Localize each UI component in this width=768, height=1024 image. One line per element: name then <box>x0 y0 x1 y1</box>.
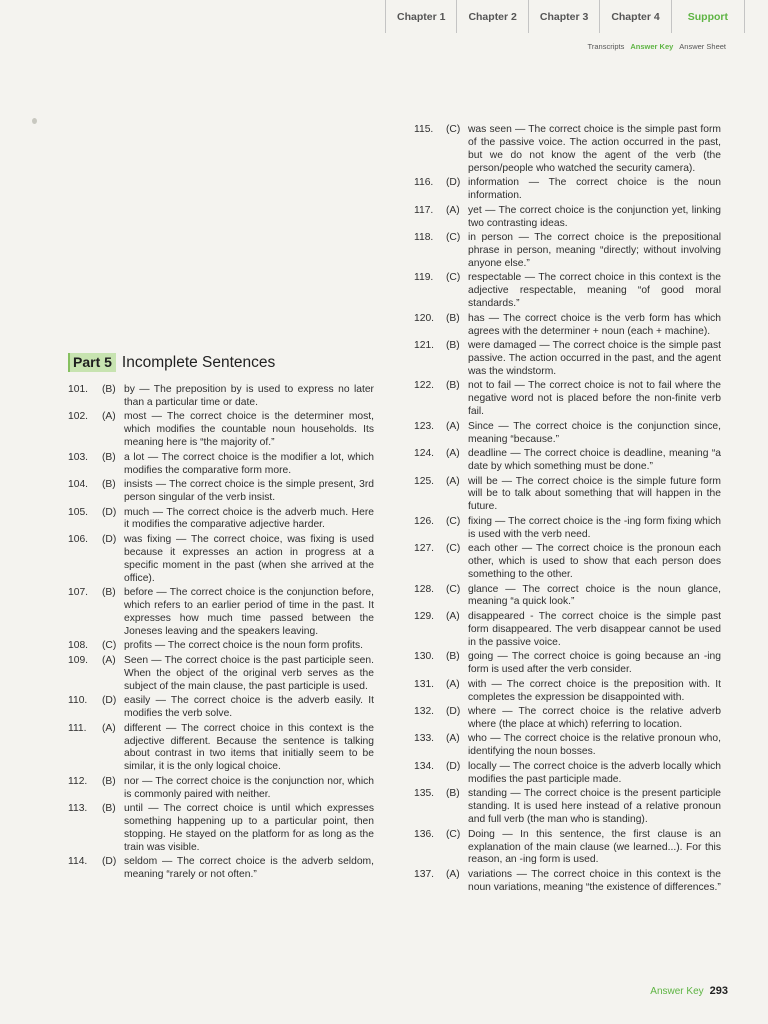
explanation-text: fixing — The correct choice is the -ing form fixing which is used with the verb need. <box>468 515 721 540</box>
explanation-text: nor — The correct choice is the conjunction nor, which is commonly paired with neither. <box>124 775 374 800</box>
explanation-text: glance — The correct choice is the noun glance, meaning “a quick look.” <box>468 583 721 608</box>
page-number: 293 <box>709 985 728 997</box>
question-number: 134. <box>414 760 435 772</box>
answer-letter: (B) <box>102 451 116 463</box>
answer-item <box>68 411 374 450</box>
answer-letter: (C) <box>446 232 461 244</box>
question-number: 118. <box>414 232 434 244</box>
question-number: 130. <box>414 651 435 663</box>
explanation-text: in person — The correct choice is the prepositional phrase in person, meaning “directly; without involving anyone else.” <box>468 232 721 269</box>
question-number: 124. <box>414 448 435 460</box>
answer-item <box>414 869 721 895</box>
question-number: 137. <box>414 868 435 880</box>
explanation-text: were damaged — The correct choice is the simple past passive. The action occurred in the past, and the agent was the windstorm. <box>468 340 721 377</box>
answer-item <box>414 124 721 176</box>
question-number: 112. <box>68 775 88 787</box>
answer-item <box>414 611 721 650</box>
question-number: 102. <box>68 411 89 423</box>
question-number: 129. <box>414 610 435 622</box>
explanation-text: standing — The correct choice is the present participle standing. It is used here instead of a relative pronoun and full verb (the man who is standing). <box>468 788 721 826</box>
question-number: 126. <box>414 515 435 527</box>
explanation-text: before — The correct choice is the conjunction before, which refers to an earlier period of time in the past. It expresses how much time passed between the Joneses leaving and the speakers leaving. <box>124 587 374 637</box>
question-number: 127. <box>414 543 435 555</box>
answer-item <box>68 655 374 694</box>
answer-item <box>68 723 374 775</box>
explanation-text: Doing — In this sentence, the first clause is an explanation of the main clause (we learned...). For this reason, an -ing form is used. <box>468 828 721 866</box>
answer-item <box>68 507 374 533</box>
answer-item <box>414 651 721 677</box>
answer-letter: (D) <box>446 760 461 772</box>
answer-item <box>414 205 721 231</box>
explanation-text: has — The correct choice is the verb form has which agrees with the determiner + noun (each + machine). <box>468 312 721 337</box>
question-number: 116. <box>414 177 434 189</box>
question-number: 110. <box>68 695 88 707</box>
explanation-text: was fixing — The correct choice, was fixing is used because it expresses an action in progress at a specific moment in the past (when she arrived at the office). <box>124 533 374 584</box>
answer-letter: (B) <box>102 803 116 815</box>
answer-item <box>414 584 721 610</box>
answer-letter: (B) <box>102 384 116 395</box>
question-number: 133. <box>414 733 435 745</box>
tab-chapter-2[interactable]: Chapter 2 <box>457 0 528 33</box>
chapter-nav <box>385 0 745 33</box>
answer-item <box>68 640 374 653</box>
answer-item <box>414 272 721 311</box>
explanation-text: Seen — The correct choice is the past participle seen. When the object of the original verb serves as the subject of the main clause, the past participle is used. <box>124 654 374 692</box>
question-number: 119. <box>414 272 434 284</box>
answer-letter: (A) <box>446 448 460 460</box>
answer-letter: (A) <box>102 654 116 666</box>
answer-item <box>414 340 721 379</box>
part-label: Part 5 <box>68 353 116 372</box>
question-number: 123. <box>414 420 435 432</box>
subnav-transcripts[interactable]: Transcripts <box>587 42 625 51</box>
answer-item <box>68 479 374 505</box>
answer-letter: (B) <box>446 788 460 800</box>
question-number: 128. <box>414 583 435 595</box>
answer-letter: (C) <box>446 583 461 595</box>
answer-item <box>414 829 721 868</box>
answer-letter: (D) <box>446 177 461 189</box>
section-title: Incomplete Sentences <box>121 353 276 371</box>
answer-letter: (D) <box>102 533 117 545</box>
answer-item <box>414 232 721 271</box>
answer-item <box>68 803 374 855</box>
answer-letter: (B) <box>102 587 116 599</box>
answer-item <box>414 177 721 203</box>
tab-chapter-4[interactable]: Chapter 4 <box>600 0 671 33</box>
explanation-text: where — The correct choice is the relative adverb where (the place at which) referring to location. <box>468 706 721 730</box>
answer-item <box>414 543 721 582</box>
answer-letter: (B) <box>446 340 460 352</box>
answer-item <box>414 448 721 474</box>
explanation-text: profits — The correct choice is the noun form profits. <box>124 640 364 652</box>
question-number: 136. <box>414 828 435 840</box>
answer-letter: (A) <box>446 733 460 745</box>
tab-chapter-1[interactable]: Chapter 1 <box>386 0 457 33</box>
question-number: 104. <box>68 479 89 491</box>
question-number: 120. <box>414 312 435 324</box>
answer-item <box>68 384 374 410</box>
answer-letter: (A) <box>102 411 116 423</box>
answer-letter: (A) <box>446 420 460 432</box>
explanation-text: with — The correct choice is the preposition with. It completes the expression be disappointed with. <box>468 678 721 703</box>
explanation-text: seldom — The correct choice is the adverb seldom, meaning “rarely or not often.” <box>124 856 374 881</box>
answer-letter: (B) <box>102 479 116 491</box>
answer-letter: (D) <box>102 506 117 518</box>
explanation-text: yet — The correct choice is the conjunction yet, linking two contrasting ideas. <box>468 204 721 229</box>
answer-letter: (D) <box>102 695 117 707</box>
question-number: 106. <box>68 533 89 545</box>
answer-letter: (C) <box>446 272 461 284</box>
question-number: 105. <box>68 506 89 518</box>
answer-item <box>414 516 721 542</box>
answer-item <box>68 695 374 721</box>
explanation-text: each other — The correct choice is the pronoun each other, which is used to show that each person does something to the other. <box>468 543 721 581</box>
explanation-text: variations — The correct choice in this context is the noun variations, meaning “the existence of differences.” <box>468 868 721 893</box>
subnav-answer-key[interactable]: Answer Key <box>630 42 674 51</box>
answer-item <box>68 534 374 586</box>
explanation-text: by — The preposition by is used to express no later than a particular time or date. <box>124 384 374 408</box>
answer-letter: (B) <box>446 651 460 663</box>
answer-letter: (A) <box>446 610 460 622</box>
answer-item <box>68 856 374 882</box>
explanation-text: going — The correct choice is going because an -ing form is used after the verb consider. <box>468 651 721 676</box>
answer-letter: (B) <box>446 312 460 324</box>
explanation-text: insists — The correct choice is the simple present, 3rd person singular of the verb insist. <box>124 479 374 504</box>
question-number: 135. <box>414 788 435 800</box>
answer-item <box>414 380 721 419</box>
question-number: 115. <box>414 124 434 135</box>
answer-item <box>414 788 721 827</box>
answer-letter: (C) <box>446 515 461 527</box>
answer-item <box>414 761 721 787</box>
explanation-text: easily — The correct choice is the adverb easily. It modifies the verb solve. <box>124 695 374 720</box>
answer-letter: (C) <box>446 124 461 135</box>
explanation-text: most — The correct choice is the determiner most, which modifies the countable noun households. Its meaning here is “the majority of.” <box>124 411 374 449</box>
question-number: 101. <box>68 384 89 395</box>
question-number: 117. <box>414 204 434 216</box>
answer-letter: (C) <box>102 640 117 652</box>
answer-letter: (D) <box>446 706 461 718</box>
answer-item <box>414 476 721 515</box>
answer-letter: (B) <box>446 380 460 392</box>
question-number: 113. <box>68 803 88 815</box>
explanation-text: will be — The correct choice is the simple future form will be to talk about something that will happen in the future. <box>468 475 721 513</box>
answer-letter: (C) <box>446 828 461 840</box>
question-number: 121. <box>414 340 435 352</box>
explanation-text: information — The correct choice is the noun information. <box>468 177 721 202</box>
question-number: 131. <box>414 678 435 690</box>
explanation-text: Since — The correct choice is the conjunction since, meaning “because.” <box>468 420 721 445</box>
answer-item <box>414 421 721 447</box>
answer-letter: (D) <box>102 856 117 868</box>
question-number: 109. <box>68 654 89 666</box>
question-number: 122. <box>414 380 435 392</box>
answer-item <box>414 733 721 759</box>
support-subnav <box>588 42 726 51</box>
explanation-text: different — The correct choice in this context is the adjective different. Because the sentence is talking about contrast in two items that initially seem to be similar, it is the only logical choice. <box>124 722 374 773</box>
explanation-text: deadline — The correct choice is deadline, meaning “a date by which something must be done.” <box>468 448 721 472</box>
explanation-text: until — The correct choice is until which expresses something happening up to a particular point, then stopping. He stayed on the platform for as long as the train was visible. <box>124 803 374 853</box>
question-number: 132. <box>414 706 435 718</box>
answers-left-column <box>68 384 374 884</box>
tab-support[interactable]: Support <box>672 0 745 33</box>
explanation-text: much — The correct choice is the adverb much. Here it modifies the comparative adjective harder. <box>124 506 374 531</box>
answer-letter: (A) <box>446 204 460 216</box>
question-number: 125. <box>414 475 435 487</box>
answers-right-column <box>414 124 721 896</box>
tab-chapter-3[interactable]: Chapter 3 <box>529 0 600 33</box>
explanation-text: was seen — The correct choice is the simple past form of the passive voice. The action occurred in the past, but we do not know the agent of the verb (the person/people who watched the security camera). <box>468 124 721 174</box>
explanation-text: who — The correct choice is the relative pronoun who, identifying the noun bosses. <box>468 733 721 758</box>
answer-item <box>414 679 721 705</box>
answer-letter: (A) <box>446 868 460 880</box>
explanation-text: a lot — The correct choice is the modifier a lot, which modifies the comparative form more. <box>124 451 374 476</box>
page-footer <box>650 985 728 997</box>
answer-letter: (C) <box>446 543 461 555</box>
answer-letter: (A) <box>446 475 460 487</box>
question-number: 108. <box>68 640 89 652</box>
paper-speck <box>32 118 37 124</box>
answer-item <box>414 706 721 732</box>
section-heading <box>68 353 275 372</box>
answer-letter: (A) <box>446 678 460 690</box>
subnav-answer-sheet[interactable]: Answer Sheet <box>679 42 726 51</box>
question-number: 103. <box>68 451 89 463</box>
question-number: 114. <box>68 856 88 868</box>
answer-letter: (A) <box>102 722 116 734</box>
question-number: 111. <box>68 722 87 734</box>
footer-label: Answer Key <box>650 986 704 997</box>
answer-item <box>68 587 374 639</box>
explanation-text: respectable — The correct choice in this context is the adjective respectable, meaning “of good moral standards.” <box>468 272 721 310</box>
answer-item <box>414 313 721 339</box>
explanation-text: not to fail — The correct choice is not to fail where the negative word not is placed before the non-finite verb fail. <box>468 380 721 418</box>
answer-item <box>68 452 374 478</box>
answer-item <box>68 776 374 802</box>
question-number: 107. <box>68 587 89 599</box>
answer-letter: (B) <box>102 775 116 787</box>
explanation-text: disappeared - The correct choice is the simple past form disappeared. The verb disappear cannot be used in the passive voice. <box>468 610 721 648</box>
explanation-text: locally — The correct choice is the adverb locally which modifies the past participle made. <box>468 760 721 785</box>
